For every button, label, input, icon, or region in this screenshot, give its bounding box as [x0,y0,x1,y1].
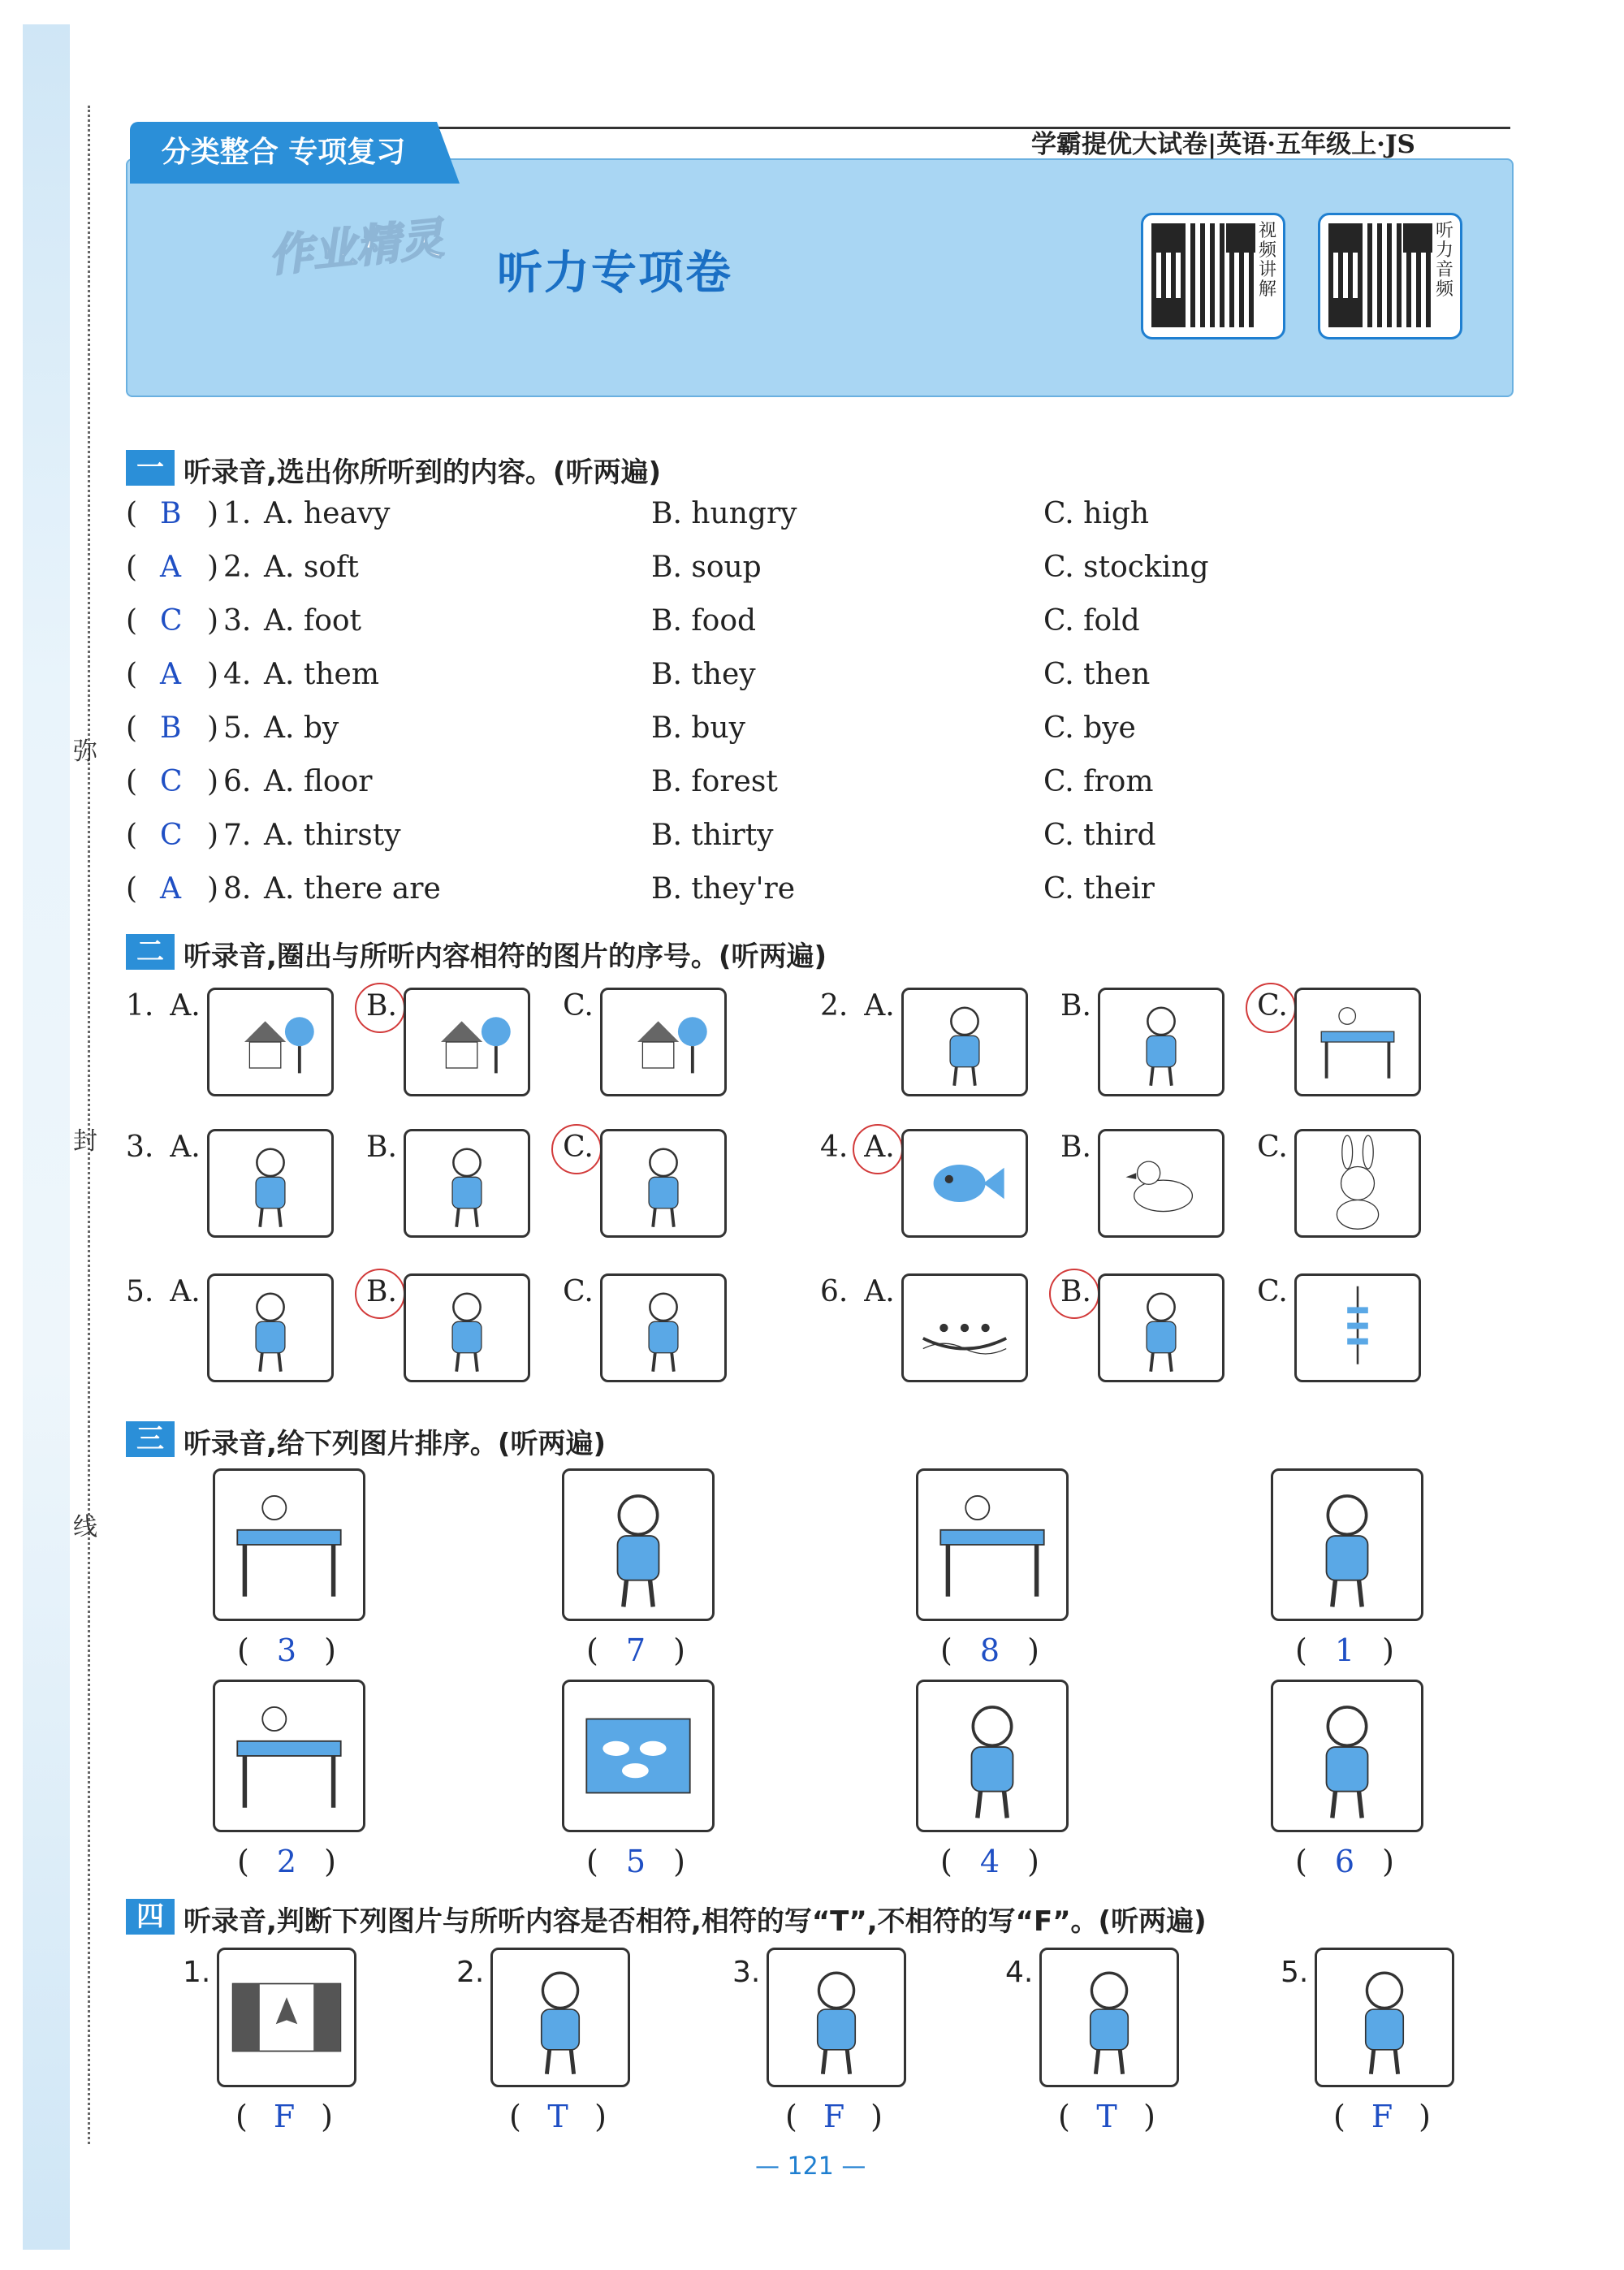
option-c: C. fold [1043,604,1140,638]
paren-close: ) [673,1844,685,1879]
question-number: 3. [126,1131,154,1164]
option-letter: B. [366,1131,397,1164]
margin-label-xian: 线 [73,1513,97,1541]
option-c: C. stocking [1043,551,1209,584]
option-label[interactable] [165,989,205,1023]
answer-circle [355,983,405,1033]
question-number: 1. [223,497,252,530]
answer-letter: B [160,711,182,745]
goldfish-icon[interactable] [901,1129,1028,1238]
order-number: 5 [625,1844,646,1879]
firecracker-icon[interactable] [1294,1273,1421,1382]
kite-icon[interactable] [600,1129,727,1238]
margin-label-mi: 弥 [73,737,97,766]
order-answer[interactable] [237,1844,336,1879]
answer-circle [355,1269,405,1319]
paren-close: ) [324,1844,336,1879]
answer-letter: A [160,551,181,584]
question-row [126,819,1344,867]
option-label[interactable] [361,1131,402,1164]
option-b: B. thirty [651,819,774,852]
paren-open: ( [237,1632,249,1668]
answer-paren-open: ( [126,551,138,584]
answer-paren-close: ) [207,497,219,530]
order-number: 8 [979,1632,1000,1668]
option-label[interactable] [859,1131,900,1164]
music-room-icon[interactable] [1315,1948,1454,2087]
option-label[interactable] [361,989,402,1023]
paren-close: ) [594,2099,607,2134]
question-row [126,765,1344,814]
qr-video-label: 视频讲解 [1259,221,1277,300]
option-label[interactable] [859,1275,900,1308]
paren-open: ( [586,1844,598,1879]
answer-paren-close: ) [207,658,219,691]
option-label[interactable] [1252,989,1293,1023]
option-a: A. thirsty [264,819,401,852]
desk-books-icon[interactable] [213,1468,365,1621]
paper-title: 听力专项卷 [497,246,732,300]
question-number: 5. [126,1275,154,1308]
question-row [126,551,1344,599]
option-label[interactable] [558,1275,598,1308]
paren-open: ( [1295,1844,1307,1879]
paren-close: ) [1419,2099,1431,2134]
option-letter: A. [864,1131,895,1164]
order-number: 4 [979,1844,1000,1879]
qr-audio-label: 听力音频 [1436,221,1454,300]
house-tree-icon[interactable] [207,988,334,1096]
paren-open: ( [1295,1632,1307,1668]
option-letter: B. [366,989,397,1023]
option-label[interactable] [165,1131,205,1164]
answer-paren-open: ( [126,765,138,798]
option-letter: C. [563,1275,594,1308]
tf-value: T [547,2099,568,2134]
question-number: 3. [732,1956,761,1989]
question-number: 6. [223,765,252,798]
option-c: C. then [1043,658,1151,691]
ping-pong-icon[interactable] [1294,988,1421,1096]
option-a: A. soft [264,551,359,584]
tf-value: F [273,2099,296,2134]
paren-open: ( [940,1844,952,1879]
tf-answer[interactable] [1058,2099,1155,2134]
option-letter: B. [1060,1131,1091,1164]
option-b: B. buy [651,711,745,745]
option-c: C. from [1043,765,1154,798]
qr-audio[interactable] [1318,213,1462,339]
answer-circle [853,1124,903,1174]
order-number: 2 [276,1844,297,1879]
category-tab: 分类整合 专项复习 [130,122,437,184]
paren-close: ) [673,1632,685,1668]
order-number: 6 [1334,1844,1355,1879]
tf-answer[interactable] [1333,2099,1431,2134]
qr-code-icon [1328,223,1432,327]
option-a: A. foot [264,604,362,638]
paren-close: ) [1027,1844,1039,1879]
section-2-number: 二 [126,934,175,970]
option-a: A. them [264,658,379,691]
answer-letter: A [160,658,181,691]
duck-icon[interactable] [1098,1129,1224,1238]
option-label[interactable] [558,989,598,1023]
cook-icon[interactable] [207,1273,334,1382]
answer-letter: A [160,872,181,906]
order-answer[interactable] [1295,1844,1394,1879]
paren-open: ( [940,1632,952,1668]
question-number: 8. [223,872,252,906]
option-c: C. bye [1043,711,1136,745]
option-b: B. they're [651,872,796,906]
question-row [126,604,1344,653]
answer-paren-close: ) [207,765,219,798]
dragon-boat-icon[interactable] [901,1273,1028,1382]
canada-flag-icon[interactable] [217,1948,356,2087]
answer-paren-close: ) [207,711,219,745]
order-answer[interactable] [586,1844,685,1879]
answer-circle [551,1124,602,1174]
answer-paren-open: ( [126,819,138,852]
answer-paren-close: ) [207,551,219,584]
option-label[interactable] [1056,1131,1096,1164]
section-4-instruction: 听录音,判断下列图片与所听内容是否相符,相符的写“T”,不相符的写“F”。(听两遍) [184,1905,1207,1938]
question-number: 2. [223,551,252,584]
option-letter: C. [563,989,594,1023]
option-b: B. hungry [651,497,797,530]
option-b: B. they [651,658,756,691]
option-label[interactable] [1056,1275,1096,1308]
option-letter: B. [1060,989,1091,1023]
table-tennis-icon[interactable] [213,1680,365,1832]
option-label[interactable] [165,1275,205,1308]
tf-value: F [823,2099,845,2134]
worker-icon[interactable] [490,1948,630,2087]
question-row [126,872,1344,921]
order-answer[interactable] [940,1844,1039,1879]
section-3-number: 三 [126,1421,175,1457]
question-number: 1. [126,989,154,1023]
order-answer[interactable] [1295,1632,1394,1668]
option-letter: C. [1257,989,1288,1023]
paren-close: ) [1382,1632,1394,1668]
option-label[interactable] [361,1275,402,1308]
tf-answer[interactable] [785,2099,883,2134]
qr-video[interactable] [1141,213,1285,339]
rabbit-icon[interactable] [1294,1129,1421,1238]
question-number: 2. [456,1956,485,1989]
farmer-icon[interactable] [600,1273,727,1382]
option-c: C. high [1043,497,1150,530]
answer-paren-open: ( [126,711,138,745]
family-dinner-icon[interactable] [1098,1273,1224,1382]
option-letter: A. [170,989,201,1023]
basketball-icon[interactable] [1098,988,1224,1096]
answer-letter: B [160,497,182,530]
order-answer[interactable] [940,1632,1039,1668]
dumplings-box-icon[interactable] [562,1680,715,1832]
order-answer[interactable] [586,1632,685,1668]
tf-answer[interactable] [235,2099,333,2134]
question-number: 3. [223,604,252,638]
piano-icon[interactable] [916,1468,1069,1621]
doctor-icon[interactable] [562,1468,715,1621]
question-row [126,711,1344,760]
option-letter: A. [864,989,895,1023]
turkey-hat-icon[interactable] [1271,1680,1423,1832]
paren-open: ( [1333,2099,1345,2134]
question-number: 5. [223,711,252,745]
answer-letter: C [160,604,183,638]
option-b: B. soup [651,551,762,584]
option-a: A. there are [264,872,441,906]
paren-open: ( [235,2099,248,2134]
paren-close: ) [870,2099,883,2134]
order-number: 1 [1334,1632,1355,1668]
laptop-girl-icon[interactable] [1271,1468,1423,1621]
question-number: 7. [223,819,252,852]
option-a: A. by [264,711,339,745]
option-letter: B. [1060,1275,1091,1308]
option-letter: C. [1257,1275,1288,1308]
option-label[interactable] [558,1131,598,1164]
order-number: 3 [276,1632,297,1668]
left-margin-strip [23,24,70,2250]
answer-circle [1049,1269,1099,1319]
option-c: C. third [1043,819,1156,852]
order-number: 7 [625,1632,646,1668]
answer-letter: C [160,765,183,798]
logo-watermark: 作业精灵 [266,212,447,283]
order-answer[interactable] [237,1632,336,1668]
option-letter: A. [170,1131,201,1164]
answer-paren-open: ( [126,604,138,638]
option-letter: C. [563,1131,594,1164]
paren-close: ) [321,2099,333,2134]
paren-close: ) [324,1632,336,1668]
question-number: 4. [223,658,252,691]
option-label[interactable] [1252,1131,1293,1164]
tf-value: F [1371,2099,1393,2134]
option-c: C. their [1043,872,1155,906]
series-title: 学霸提优大试卷|英语·五年级上·JS [1031,130,1415,159]
taxi-driver-icon[interactable] [404,1273,530,1382]
lion-dance-icon[interactable] [1039,1948,1179,2087]
question-number: 1. [183,1956,211,1989]
option-letter: B. [366,1275,397,1308]
question-row [126,497,1344,546]
question-number: 4. [1005,1956,1034,1989]
kite-girl-icon[interactable] [767,1948,906,2087]
tf-value: T [1096,2099,1117,2134]
answer-paren-open: ( [126,497,138,530]
option-label[interactable] [1252,1275,1293,1308]
option-b: B. food [651,604,757,638]
question-number: 5. [1281,1956,1309,1989]
question-number: 4. [820,1131,849,1164]
margin-label-feng: 封 [73,1127,97,1156]
picnic-icon[interactable] [916,1680,1069,1832]
paren-close: ) [1143,2099,1155,2134]
option-letter: A. [170,1275,201,1308]
option-a: A. heavy [264,497,391,530]
section-3-instruction: 听录音,给下列图片排序。(听两遍) [184,1428,606,1460]
option-letter: C. [1257,1131,1288,1164]
answer-paren-close: ) [207,819,219,852]
paren-open: ( [237,1844,249,1879]
answer-paren-close: ) [207,604,219,638]
answer-paren-open: ( [126,872,138,906]
question-row [126,658,1344,707]
answer-paren-close: ) [207,872,219,906]
paren-close: ) [1382,1844,1394,1879]
question-number: 6. [820,1275,849,1308]
option-label[interactable] [1056,989,1096,1023]
cinema-icon[interactable] [207,1129,334,1238]
answer-paren-open: ( [126,658,138,691]
answer-letter: C [160,819,183,852]
house-tree-icon[interactable] [600,988,727,1096]
option-label[interactable] [859,989,900,1023]
section-2-instruction: 听录音,圈出与所听内容相符的图片的序号。(听两遍) [184,940,827,973]
house-tree-icon[interactable] [404,988,530,1096]
tf-answer[interactable] [509,2099,607,2134]
paren-open: ( [509,2099,521,2134]
page-number: — 121 — [755,2152,866,2181]
computer-icon[interactable] [404,1129,530,1238]
answer-circle [1246,983,1296,1033]
qr-code-icon [1151,223,1255,327]
section-4-number: 四 [126,1899,175,1935]
section-1-number: 一 [126,450,175,486]
paren-open: ( [586,1632,598,1668]
option-a: A. floor [264,765,373,798]
football-icon[interactable] [901,988,1028,1096]
paren-open: ( [1058,2099,1070,2134]
paren-close: ) [1027,1632,1039,1668]
question-number: 2. [820,989,849,1023]
section-1-instruction: 听录音,选出你所听到的内容。(听两遍) [184,456,661,489]
option-b: B. forest [651,765,778,798]
paren-open: ( [785,2099,797,2134]
option-letter: A. [864,1275,895,1308]
